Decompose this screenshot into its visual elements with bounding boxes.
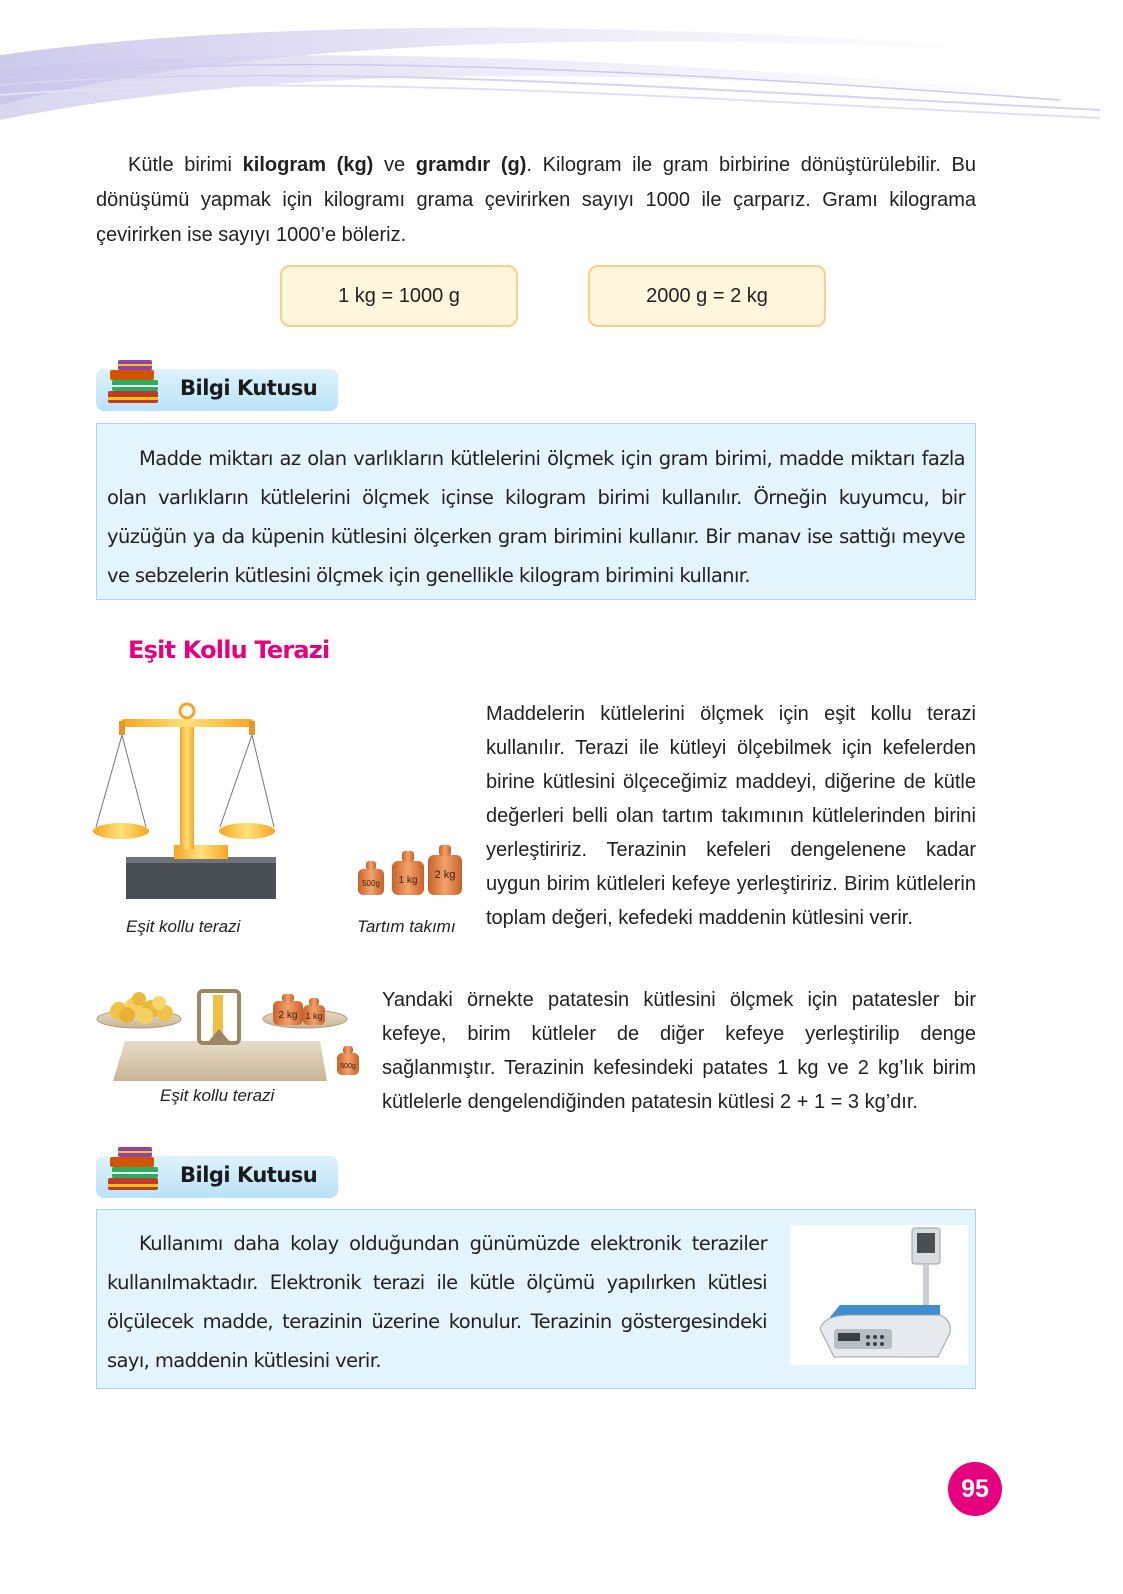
bilgi-kutusu-2-text: Kullanımı daha kolay olduğundan günümüzde elektronik teraziler kullanılmaktadır. Elektronik terazi ile kütle ölçümü yapılırken kütlesi ölçülecek madde, terazinin üzerine konulur. Terazinin göstergesindeki sayı, maddenin kütlesini verir.	[107, 1232, 767, 1372]
weight-label-500g: 500g	[362, 879, 380, 888]
section-paragraph-1	[486, 697, 976, 935]
pan-weight-2kg: 2 kg	[278, 1010, 298, 1021]
bilgi-kutusu-text: Madde miktarı az olan varlıkların kütlelerini ölçmek için gram birimi, madde miktarı fazla olan varlıkların kütlelerini ölçmek içinse kilogram birimi kullanılır. Örneğin kuyumcu, bir yüzüğün ya da küpenin kütlesini ölçerken gram birimini kullanır. Bir manav ise sattığı meyve ve sebzelerin kütlesini ölçmek için genellikle kilogram birimini kullanır.	[107, 447, 965, 587]
bilgi-kutusu-tab	[96, 369, 338, 411]
electronic-scale-icon	[790, 1225, 968, 1365]
bilgi-kutusu-tab-2	[96, 1156, 338, 1198]
weight-set-illustration	[354, 845, 466, 899]
bilgi-kutusu-label: Bilgi Kutusu	[180, 376, 318, 400]
section-paragraph-1-text: Maddelerin kütlelerini ölçmek için eşit kollu terazi kullanılır. Terazi ile kütleyi ölçebilmek için kefelerden birine kütlesini ölçeceğimiz maddeyi, diğerine de kütle değerleri belli olan tartım takımının kütlelerinden birini yerleştiririz. Terazinin kefeleri dengelenene kadar uygun birim kütleleri kefeye yerleştiririz. Birim kütlelerin toplam değeri, kefedeki maddenin kütlesini verir.	[486, 703, 976, 929]
bilgi-kutusu-box-2	[96, 1209, 976, 1389]
section-paragraph-2-text: Yandaki örnekte patatesin kütlesini ölçmek için patatesler bir kefeye, birim kütleler de diğer kefeye yerleştirilip denge sağlanmıştır. Terazinin kefesindeki patates 1 kg ve 2 kg’lık birim kütlelerle dengelendiğinden patatesin kütlesi 2 + 1 = 3 kg’dır.	[382, 989, 976, 1113]
equation-text: 1 kg = 1000 g	[338, 284, 460, 307]
bilgi-kutusu-box	[96, 423, 976, 600]
electronic-scale-photo	[790, 1225, 968, 1365]
intro-paragraph	[96, 148, 976, 253]
pan-weight-1kg: 1 kg	[305, 1011, 323, 1021]
equation-box-kg-to-g	[280, 265, 518, 327]
caption-balance-potatoes: Eşit kollu terazi	[160, 1086, 275, 1105]
weight-label-2kg: 2 kg	[434, 869, 456, 881]
bilgi-kutusu-label: Bilgi Kutusu	[180, 1163, 318, 1187]
intro-text-1: Kütle birimi	[128, 154, 243, 176]
caption-weight-set: Tartım takımı	[357, 917, 456, 936]
equation-box-g-to-kg	[588, 265, 826, 327]
balance-with-potatoes-illustration	[95, 985, 365, 1085]
books-icon	[104, 1144, 168, 1196]
loose-weight-500g: 500g	[340, 1063, 356, 1070]
header-wave-decoration	[0, 0, 1123, 140]
page-number: 95	[948, 1462, 1002, 1516]
caption-balance: Eşit kollu terazi	[126, 917, 241, 936]
intro-text-3: . Kilogram ile gram birbirine dönüştürülebilir. Bu dönüşümü yapmak için kilogramı grama çevirirken sayıyı 1000 ile çarparız. Gramı kilograma çevirirken ise sayıyı 1000’e böleriz.	[96, 154, 977, 246]
equal-arm-balance-illustration	[88, 695, 328, 905]
intro-bold-kilogram: kilogram (kg)	[242, 154, 374, 176]
intro-bold-gram: gramdır (g)	[415, 154, 527, 176]
equation-text: 2000 g = 2 kg	[646, 284, 768, 307]
section-title: Eşit Kollu Terazi	[128, 636, 330, 664]
books-icon	[104, 357, 168, 409]
intro-text-2: ve	[373, 154, 416, 176]
weight-label-1kg: 1 kg	[398, 875, 418, 886]
section-paragraph-2	[382, 983, 976, 1119]
